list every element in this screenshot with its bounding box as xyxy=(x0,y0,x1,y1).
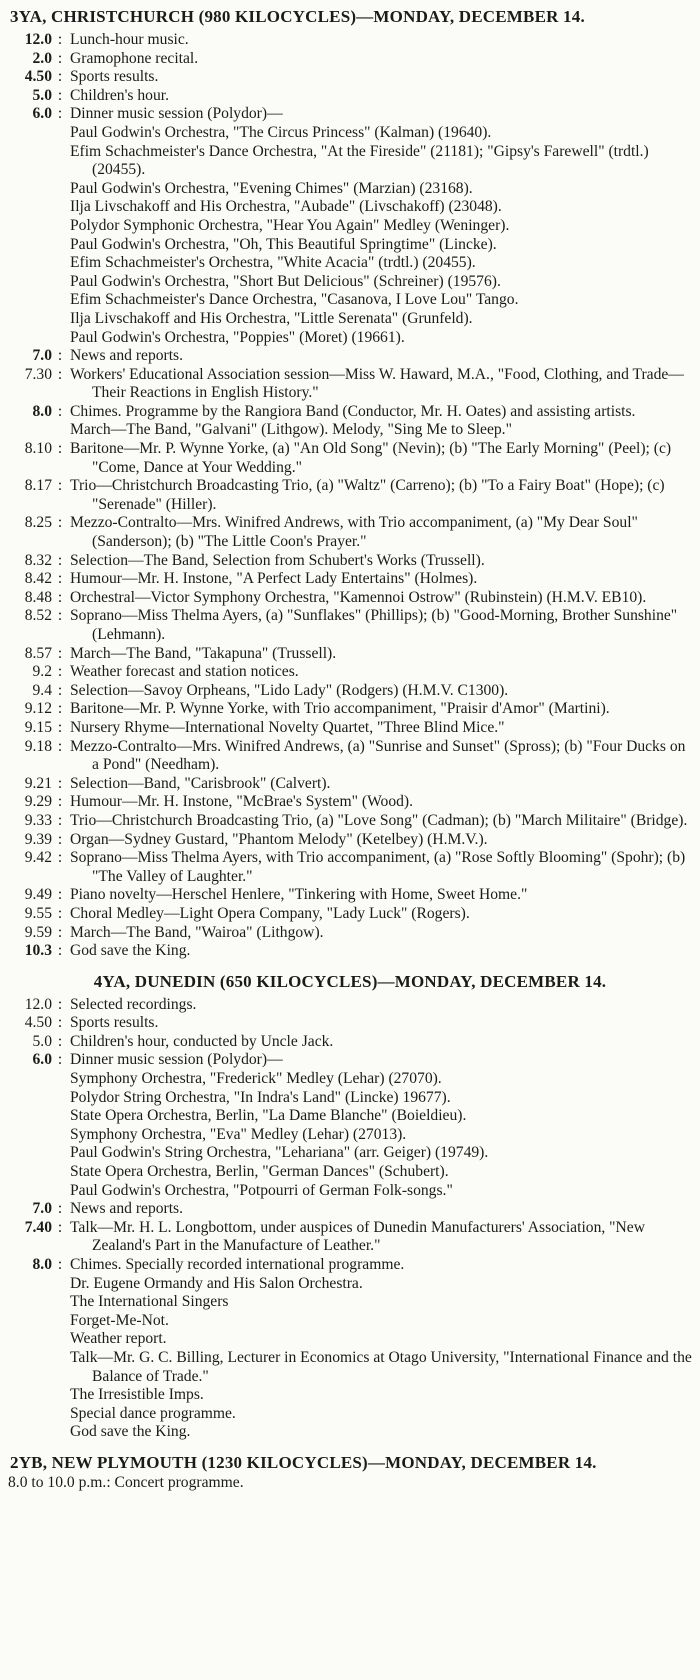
programme-line: Nursery Rhyme—International Novelty Quartet, "Three Blind Mice." xyxy=(70,718,505,736)
programme-item xyxy=(6,347,694,366)
programme-text xyxy=(68,663,694,682)
programme-text xyxy=(68,905,694,924)
programme-line: Talk—Mr. H. L. Longbottom, under auspices of Dunedin Manufacturers' Association, "New Zealand's Part in the Manufacture of Leather." xyxy=(70,1218,645,1255)
time-separator: : xyxy=(57,402,63,420)
programme-time: 8.10 xyxy=(24,440,52,458)
time-separator: : xyxy=(57,942,63,960)
programme-item xyxy=(6,514,694,551)
programme-item xyxy=(6,68,694,87)
programme-line: News and reports. xyxy=(70,1200,184,1218)
programme-line: Chimes. Programme by the Rangiora Band (Conductor, Mr. H. Oates) and assisting artists. xyxy=(70,402,636,420)
programme-time: 7.40 xyxy=(24,1218,52,1236)
programme-list-3ya xyxy=(6,31,694,961)
programme-time: 12.0 xyxy=(24,995,52,1013)
programme-time: 10.3 xyxy=(24,942,52,960)
programme-text xyxy=(68,738,694,775)
programme-line: State Opera Orchestra, Berlin, "La Dame Blanche" (Boieldieu). xyxy=(70,1107,467,1125)
programme-item xyxy=(6,440,694,477)
programme-time: 9.4 xyxy=(32,681,52,699)
programme-item xyxy=(6,1200,694,1219)
time-separator: : xyxy=(57,718,63,736)
time-separator: : xyxy=(57,440,63,458)
time-separator: : xyxy=(57,607,63,625)
programme-line: Children's hour, conducted by Uncle Jack. xyxy=(70,1032,334,1050)
programme-time: 9.21 xyxy=(24,774,52,792)
programme-time: 9.59 xyxy=(24,923,52,941)
time-separator: : xyxy=(57,570,63,588)
programme-item xyxy=(6,87,694,106)
programme-time: 9.15 xyxy=(24,718,52,736)
time-separator: : xyxy=(57,793,63,811)
programme-line: Paul Godwin's Orchestra, "Oh, This Beautiful Springtime" (Lincke). xyxy=(70,235,497,253)
programme-item xyxy=(6,403,694,440)
programme-time: 6.0 xyxy=(32,1051,52,1069)
time-separator: : xyxy=(57,849,63,867)
time-separator: : xyxy=(57,904,63,922)
programme-line: March—The Band, "Takapuna" (Trussell). xyxy=(70,644,337,662)
time-separator: : xyxy=(57,1256,63,1273)
programme-line: Sports results. xyxy=(70,1014,159,1032)
programme-item xyxy=(6,996,694,1015)
programme-text xyxy=(68,775,694,794)
programme-time: 9.55 xyxy=(24,904,52,922)
programme-time: 7.30 xyxy=(24,365,52,383)
programme-line: March—The Band, "Wairoa" (Lithgow). xyxy=(70,923,324,941)
programme-text xyxy=(68,607,694,644)
programme-text xyxy=(68,1219,694,1256)
programme-line: Baritone—Mr. P. Wynne Yorke, (a) "An Old Song" (Nevin); (b) "The Early Morning" (Peel); (c) "Come, Dance at Your Wedding." xyxy=(70,440,672,476)
station-heading-3ya: 3YA, CHRISTCHURCH (980 KILOCYCLES)—MONDAY, DECEMBER 14. xyxy=(10,7,585,26)
programme-line: Lunch-hour music. xyxy=(70,31,189,48)
programme-line: Sports results. xyxy=(70,68,159,86)
programme-line: Special dance programme. xyxy=(70,1404,236,1422)
programme-line: Ilja Livschakoff and His Orchestra, "Aubade" (Livschakoff) (23048). xyxy=(70,198,502,216)
programme-time: 9.49 xyxy=(24,886,52,904)
programme-line: Soprano—Miss Thelma Ayers, (a) "Sunflakes" (Phillips); (b) "Good-Morning, Brother Sunshine" (Lehmann). xyxy=(70,607,678,643)
programme-line: Symphony Orchestra, "Frederick" Medley (Lehar) (27070). xyxy=(70,1070,442,1088)
programme-text xyxy=(68,700,694,719)
programme-time: 9.33 xyxy=(24,811,52,829)
programme-time: 8.52 xyxy=(24,607,52,625)
time-separator: : xyxy=(57,514,63,532)
programme-list-4ya xyxy=(6,996,694,1442)
time-separator: : xyxy=(57,811,63,829)
programme-item xyxy=(6,905,694,924)
programme-line: State Opera Orchestra, Berlin, "German Dances" (Schubert). xyxy=(70,1163,449,1181)
time-separator: : xyxy=(57,1014,63,1032)
programme-time: 9.12 xyxy=(24,700,52,718)
programme-line: News and reports. xyxy=(70,347,184,365)
programme-text xyxy=(68,996,694,1015)
programme-time: 5.0 xyxy=(32,1032,52,1050)
programme-time: 2.0 xyxy=(32,49,52,67)
programme-item xyxy=(6,570,694,589)
programme-text xyxy=(68,87,694,106)
programme-text xyxy=(68,682,694,701)
programme-time: 8.25 xyxy=(24,514,52,532)
time-separator: : xyxy=(57,551,63,569)
programme-item xyxy=(6,477,694,514)
programme-item xyxy=(6,552,694,571)
programme-text xyxy=(68,886,694,905)
programme-line: Weather report. xyxy=(70,1330,167,1348)
time-separator: : xyxy=(57,68,63,86)
programme-text xyxy=(68,50,694,69)
time-separator: : xyxy=(57,923,63,941)
programme-line: Ilja Livschakoff and His Orchestra, "Little Serenata" (Grunfeld). xyxy=(70,309,473,327)
programme-line: Piano novelty—Herschel Henlere, "Tinkering with Home, Sweet Home." xyxy=(70,886,528,904)
programme-line: Humour—Mr. H. Instone, "A Perfect Lady Entertains" (Holmes). xyxy=(70,570,478,588)
programme-line: Efim Schachmeister's Dance Orchestra, "Casanova, I Love Lou" Tango. xyxy=(70,291,519,309)
programme-text xyxy=(68,31,694,50)
programme-item xyxy=(6,1014,694,1033)
programme-time: 9.2 xyxy=(32,663,52,681)
time-separator: : xyxy=(57,1218,63,1236)
programme-line: Dinner music session (Polydor)— xyxy=(70,105,283,123)
programme-line: Polydor String Orchestra, "In Indra's Land" (Lincke) 19677). xyxy=(70,1088,451,1106)
programme-line: Weather forecast and station notices. xyxy=(70,663,299,681)
programme-time: 8.42 xyxy=(24,570,52,588)
programme-line: Paul Godwin's Orchestra, "The Circus Princess" (Kalman) (19640). xyxy=(70,123,492,141)
programme-text xyxy=(68,1051,694,1200)
time-separator: : xyxy=(57,477,63,495)
programme-time: 4.50 xyxy=(24,68,52,86)
programme-item xyxy=(6,589,694,608)
time-separator: : xyxy=(57,681,63,699)
programme-text xyxy=(68,589,694,608)
programme-line: Organ—Sydney Gustard, "Phantom Melody" (Ketelbey) (H.M.V.). xyxy=(70,830,488,848)
time-separator: : xyxy=(57,830,63,848)
programme-item xyxy=(6,1256,694,1442)
programme-line: Paul Godwin's Orchestra, "Evening Chimes" (Marzian) (23168). xyxy=(70,179,473,197)
station-section-3ya xyxy=(6,6,694,961)
programme-item xyxy=(6,886,694,905)
station-section-2yb xyxy=(6,1452,694,1492)
programme-line: Selection—The Band, Selection from Schubert's Works (Trussell). xyxy=(70,551,485,569)
programme-line: Polydor Symphonic Orchestra, "Hear You Again" Medley (Weninger). xyxy=(70,216,510,234)
programme-time: 6.0 xyxy=(32,105,52,123)
programme-time: 9.18 xyxy=(24,737,52,755)
time-separator: : xyxy=(57,347,63,365)
programme-item xyxy=(6,793,694,812)
programme-time: 7.0 xyxy=(32,347,52,365)
programme-line: Trio—Christchurch Broadcasting Trio, (a) "Love Song" (Cadman); (b) "March Militaire" (Bridge). xyxy=(70,811,688,829)
programme-item xyxy=(6,942,694,961)
time-separator: : xyxy=(57,737,63,755)
programme-line: Humour—Mr. H. Instone, "McBrae's System" (Wood). xyxy=(70,793,414,811)
programme-line: Mezzo-Contralto—Mrs. Winifred Andrews, (a) "Sunrise and Sunset" (Spross); (b) "Four Ducks on a Pond" (Needham). xyxy=(70,737,686,774)
programme-line: God save the King. xyxy=(70,1423,191,1441)
programme-item xyxy=(6,700,694,719)
programme-item xyxy=(6,738,694,775)
programme-time: 12.0 xyxy=(24,31,52,48)
time-separator: : xyxy=(57,774,63,792)
programme-line: Trio—Christchurch Broadcasting Trio, (a) "Waltz" (Carreno); (b) "To a Fairy Boat" (Hope); (c) "Serenade" (Hiller). xyxy=(70,477,665,513)
time-separator: : xyxy=(57,663,63,681)
programme-item xyxy=(6,812,694,831)
programme-time: 9.39 xyxy=(24,830,52,848)
programme-text xyxy=(68,719,694,738)
programme-text xyxy=(68,477,694,514)
programme-item xyxy=(6,831,694,850)
programme-text xyxy=(68,1256,694,1442)
time-separator: : xyxy=(57,588,63,606)
programme-text xyxy=(68,849,694,886)
programme-line: Choral Medley—Light Opera Company, "Lady Luck" (Rogers). xyxy=(70,904,470,922)
programme-time: 9.42 xyxy=(24,849,52,867)
programme-text xyxy=(68,942,694,961)
programme-text xyxy=(68,403,694,440)
programme-line: Dinner music session (Polydor)— xyxy=(70,1051,283,1069)
programme-text xyxy=(68,366,694,403)
time-separator: : xyxy=(57,644,63,662)
programme-line: Orchestral—Victor Symphony Orchestra, "Kamennoi Ostrow" (Rubinstein) (H.M.V. EB10). xyxy=(70,588,647,606)
programme-text xyxy=(68,812,694,831)
programme-item xyxy=(6,105,694,347)
programme-text xyxy=(68,645,694,664)
programme-item xyxy=(6,719,694,738)
programme-line: Baritone—Mr. P. Wynne Yorke, with Trio accompaniment, "Praisir d'Amor" (Martini). xyxy=(70,700,610,718)
programme-item xyxy=(6,849,694,886)
programme-line: Mezzo-Contralto—Mrs. Winifred Andrews, with Trio accompaniment, (a) "My Dear Soul" (Sanderson); (b) "The Little Coon's Prayer." xyxy=(70,514,638,551)
programme-time: 7.0 xyxy=(32,1200,52,1218)
programme-line: Dr. Eugene Ormandy and His Salon Orchestra. xyxy=(70,1274,363,1292)
time-separator: : xyxy=(57,365,63,383)
programme-line: Children's hour. xyxy=(70,86,169,104)
programme-line: God save the King. xyxy=(70,942,191,960)
programme-line: March—The Band, "Galvani" (Lithgow). Melody, "Sing Me to Sleep." xyxy=(70,421,512,439)
programme-text xyxy=(68,831,694,850)
time-separator: : xyxy=(57,105,63,123)
programme-line: Selected recordings. xyxy=(70,995,197,1013)
programme-line: Soprano—Miss Thelma Ayers, with Trio accompaniment, (a) "Rose Softly Blooming" (Spohr); (b) "The Valley of Laughter." xyxy=(70,849,686,885)
time-separator: : xyxy=(57,886,63,904)
programme-time: 8.57 xyxy=(24,644,52,662)
programme-text xyxy=(68,552,694,571)
programme-page xyxy=(6,6,694,1492)
time-separator: : xyxy=(57,700,63,718)
programme-line: Selection—Savoy Orpheans, "Lido Lady" (Rodgers) (H.M.V. C1300). xyxy=(70,681,509,699)
programme-time: 9.29 xyxy=(24,793,52,811)
programme-item xyxy=(6,607,694,644)
programme-line: Selection—Band, "Carisbrook" (Calvert). xyxy=(70,774,331,792)
programme-text xyxy=(68,514,694,551)
programme-text xyxy=(68,347,694,366)
programme-item xyxy=(6,645,694,664)
programme-time: 8.32 xyxy=(24,551,52,569)
time-separator: : xyxy=(57,86,63,104)
programme-line-2yb: 8.0 to 10.0 p.m.: Concert programme. xyxy=(8,1473,244,1491)
programme-text xyxy=(68,105,694,347)
programme-text xyxy=(68,1200,694,1219)
programme-item xyxy=(6,924,694,943)
programme-line: Paul Godwin's Orchestra, "Poppies" (Moret) (19661). xyxy=(70,328,405,346)
programme-line: Chimes. Specially recorded international programme. xyxy=(70,1256,405,1273)
programme-time: 8.17 xyxy=(24,477,52,495)
programme-item xyxy=(6,366,694,403)
programme-line: Paul Godwin's String Orchestra, "Lehariana" (arr. Geiger) (19749). xyxy=(70,1144,489,1162)
programme-line: Talk—Mr. G. C. Billing, Lecturer in Economics at Otago University, "International Finance and the Balance of Trade." xyxy=(70,1348,692,1385)
programme-line: Efim Schachmeister's Dance Orchestra, "At the Fireside" (21181); "Gipsy's Farewell" (trdtl.) (20455). xyxy=(70,142,649,179)
programme-line: Gramophone recital. xyxy=(70,49,199,67)
station-section-4ya xyxy=(6,971,694,1442)
station-heading-4ya: 4YA, DUNEDIN (650 KILOCYCLES)—MONDAY, DECEMBER 14. xyxy=(93,971,607,991)
programme-item xyxy=(6,1033,694,1052)
programme-item xyxy=(6,1051,694,1200)
programme-text xyxy=(68,440,694,477)
station-heading-2yb: 2YB, NEW PLYMOUTH (1230 KILOCYCLES)—MONDAY, DECEMBER 14. xyxy=(10,1452,597,1472)
programme-time: 8.0 xyxy=(32,402,52,420)
programme-time: 8.0 xyxy=(32,1256,52,1273)
programme-text xyxy=(68,793,694,812)
programme-line: Efim Schachmeister's Orchestra, "White Acacia" (trdtl.) (20455). xyxy=(70,254,476,272)
programme-item xyxy=(6,682,694,701)
time-separator: : xyxy=(57,1051,63,1069)
time-separator: : xyxy=(57,31,63,48)
programme-line: The Irresistible Imps. xyxy=(70,1386,204,1404)
programme-line: Symphony Orchestra, "Eva" Medley (Lehar) (27013). xyxy=(70,1125,407,1143)
programme-item xyxy=(6,663,694,682)
time-separator: : xyxy=(57,995,63,1013)
programme-text xyxy=(68,1033,694,1052)
programme-line: Workers' Educational Association session—Miss W. Haward, M.A., "Food, Clothing, and Trade—Their Reactions in English History." xyxy=(70,365,684,402)
programme-line: Paul Godwin's Orchestra, "Potpourri of German Folk-songs." xyxy=(70,1181,453,1199)
programme-text xyxy=(68,924,694,943)
programme-item xyxy=(6,50,694,69)
programme-item xyxy=(6,775,694,794)
programme-time: 8.48 xyxy=(24,588,52,606)
programme-line: Forget-Me-Not. xyxy=(70,1311,169,1329)
programme-time: 5.0 xyxy=(32,86,52,104)
programme-item xyxy=(6,1219,694,1256)
time-separator: : xyxy=(57,49,63,67)
programme-item xyxy=(6,31,694,50)
programme-text xyxy=(68,570,694,589)
programme-time: 4.50 xyxy=(24,1014,52,1032)
programme-text xyxy=(68,1014,694,1033)
programme-line: Paul Godwin's Orchestra, "Short But Delicious" (Schreiner) (19576). xyxy=(70,272,501,290)
programme-line: The International Singers xyxy=(70,1293,229,1311)
time-separator: : xyxy=(57,1032,63,1050)
time-separator: : xyxy=(57,1200,63,1218)
programme-text xyxy=(68,68,694,87)
